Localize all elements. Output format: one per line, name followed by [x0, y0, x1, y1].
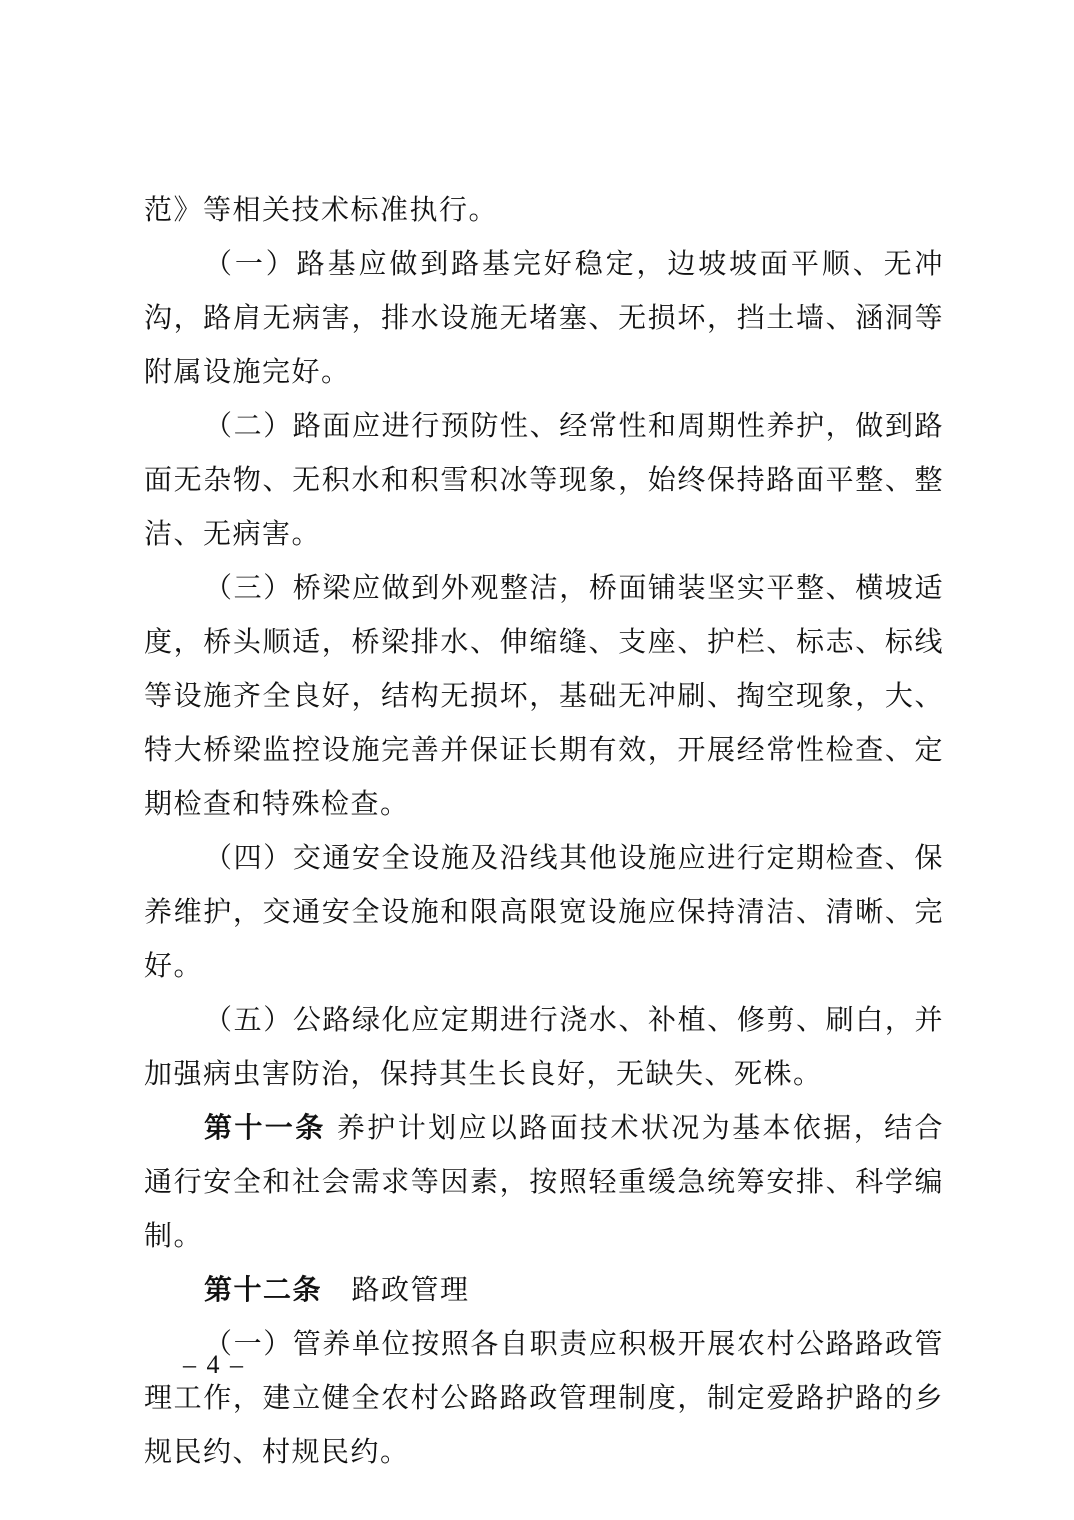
article-12	[144, 1263, 944, 1317]
paragraph-item-3-bridge: （三）桥梁应做到外观整洁，桥面铺装坚实平整、横坡适度，桥头顺适，桥梁排水、伸缩缝、支座、护栏、标志、标线等设施齐全良好，结构无损坏，基础无冲刷、掏空现象，大、特大桥梁监控设施完善并保证长期有效，开展经常性检查、定期检查和特殊检查。	[144, 571, 944, 820]
paragraph-continuation: 范》等相关技术标准执行。	[144, 193, 499, 226]
article-11	[144, 1101, 944, 1263]
paragraph-article-12-item-1: （一）管养单位按照各自职责应积极开展农村公路路政管理工作，建立健全农村公路路政管理制度，制定爱路护路的乡规民约、村规民约。	[144, 1327, 944, 1468]
paragraph-item-2-pavement: （二）路面应进行预防性、经常性和周期性养护，做到路面无杂物、无积水和积雪积冰等现象，始终保持路面平整、整洁、无病害。	[144, 409, 944, 550]
article-11-text: 养护计划应以路面技术状况为基本依据，结合通行安全和社会需求等因素，按照轻重缓急统筹安排、科学编制。	[144, 1111, 944, 1252]
article-11-heading: 第十一条	[204, 1111, 326, 1144]
paragraph-item-5-greening: （五）公路绿化应定期进行浇水、补植、修剪、刷白，并加强病虫害防治，保持其生长良好，无缺失、死株。	[144, 1003, 944, 1090]
paragraph-item-1-roadbed: （一）路基应做到路基完好稳定，边坡坡面平顺、无冲沟，路肩无病害，排水设施无堵塞、无损坏，挡土墙、涵洞等附属设施完好。	[144, 247, 944, 388]
article-12-title: 路政管理	[322, 1273, 470, 1306]
paragraph-item-4-safety-facilities: （四）交通安全设施及沿线其他设施应进行定期检查、保养维护，交通安全设施和限高限宽设施应保持清洁、清晰、完好。	[144, 841, 944, 982]
article-12-heading: 第十二条	[204, 1273, 323, 1306]
page-number: – 4 –	[183, 1350, 245, 1379]
document-body	[144, 183, 944, 1479]
